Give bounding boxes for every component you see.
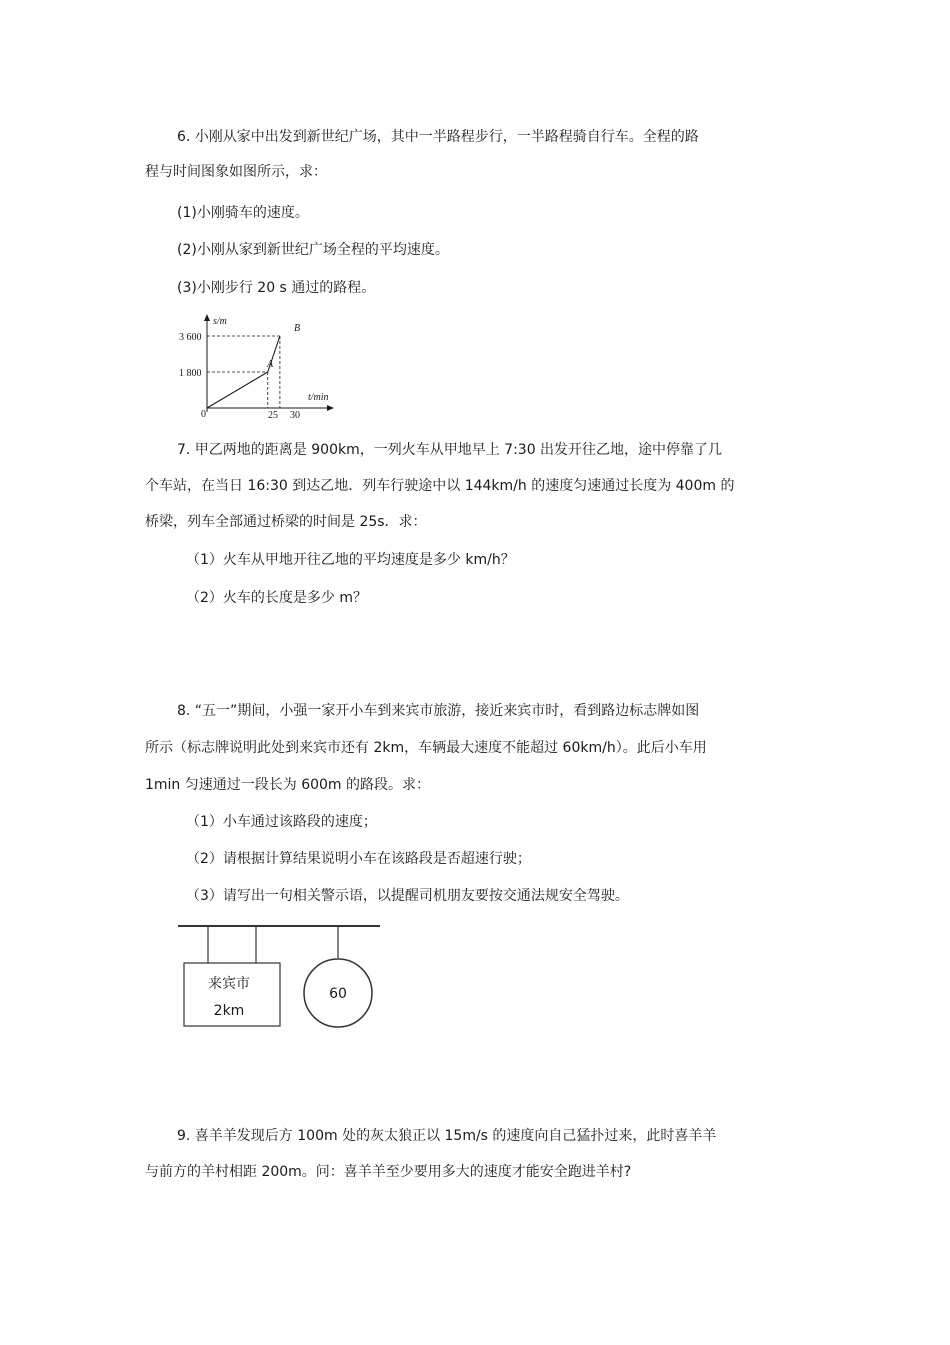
y-axis-label: s/m [213, 316, 227, 327]
q6-sub-2: (2)小刚从家到新世纪广场全程的平均速度。 [177, 242, 449, 258]
q6-sub-3: (3)小刚步行 20 s 通过的路程。 [177, 280, 376, 296]
q7-line-2: 个车站，在当日 16:30 到达乙地．列车行驶途中以 144km/h 的速度匀速通过长度为 400m 的 [145, 478, 735, 494]
x-tick-25: 25 [268, 410, 278, 421]
point-b-label: B [294, 323, 301, 334]
q6-sub-1: (1)小刚骑车的速度。 [177, 205, 309, 221]
x-axis-label: t/min [308, 392, 329, 403]
speed-limit-value: 60 [329, 986, 347, 1002]
q8-line-2: 所示（标志牌说明此处到来宾市还有 2km，车辆最大速度不能超过 60km/h）。此后小车用 [145, 740, 707, 756]
q6-line-2: 程与时间图象如图所示，求： [145, 164, 327, 180]
q7-sub-1: （1）火车从甲地开往乙地的平均速度是多少 km/h？ [186, 552, 515, 568]
q6-line-1: 6. 小刚从家中出发到新世纪广场，其中一半路程步行，一半路程骑自行车。全程的路 [177, 129, 699, 145]
road-sign [176, 920, 386, 1032]
distance-time-graph [172, 312, 347, 422]
x-axis-arrow [327, 405, 334, 411]
q7-sub-2: （2）火车的长度是多少 m？ [186, 590, 367, 606]
sign-city: 来宾市 [208, 976, 250, 992]
x-tick-30: 30 [290, 410, 300, 421]
q7-line-1: 7. 甲乙两地的距离是 900km，一列火车从甲地早上 7:30 出发开往乙地，途中停靠了几 [177, 442, 723, 458]
q7-line-3: 桥梁，列车全部通过桥梁的时间是 25s．求： [145, 514, 427, 530]
y-tick-3600: 3 600 [179, 332, 202, 343]
origin-label: 0 [201, 409, 206, 420]
q9-line-1: 9. 喜羊羊发现后方 100m 处的灰太狼正以 15m/s 的速度向自己猛扑过来，此时喜羊羊 [177, 1128, 717, 1144]
q8-sub-3: （3）请写出一句相关警示语，以提醒司机朋友要按交通法规安全驾驶。 [186, 888, 629, 904]
y-axis-arrow [204, 314, 210, 321]
q8-sub-1: （1）小车通过该路段的速度； [186, 814, 377, 830]
y-tick-1800: 1 800 [179, 368, 202, 379]
q9-line-2: 与前方的羊村相距 200m。问：喜羊羊至少要用多大的速度才能安全跑进羊村? [145, 1164, 632, 1180]
q8-sub-2: （2）请根据计算结果说明小车在该路段是否超速行驶； [186, 851, 531, 867]
q8-line-3: 1min 匀速通过一段长为 600m 的路段。求： [145, 777, 431, 793]
sign-distance: 2km [213, 1003, 245, 1019]
q8-line-1: 8. “五一”期间，小强一家开小车到来宾市旅游，接近来宾市时，看到路边标志牌如图 [177, 703, 700, 719]
segment-walk [207, 372, 268, 408]
point-a-label: A [267, 359, 274, 370]
